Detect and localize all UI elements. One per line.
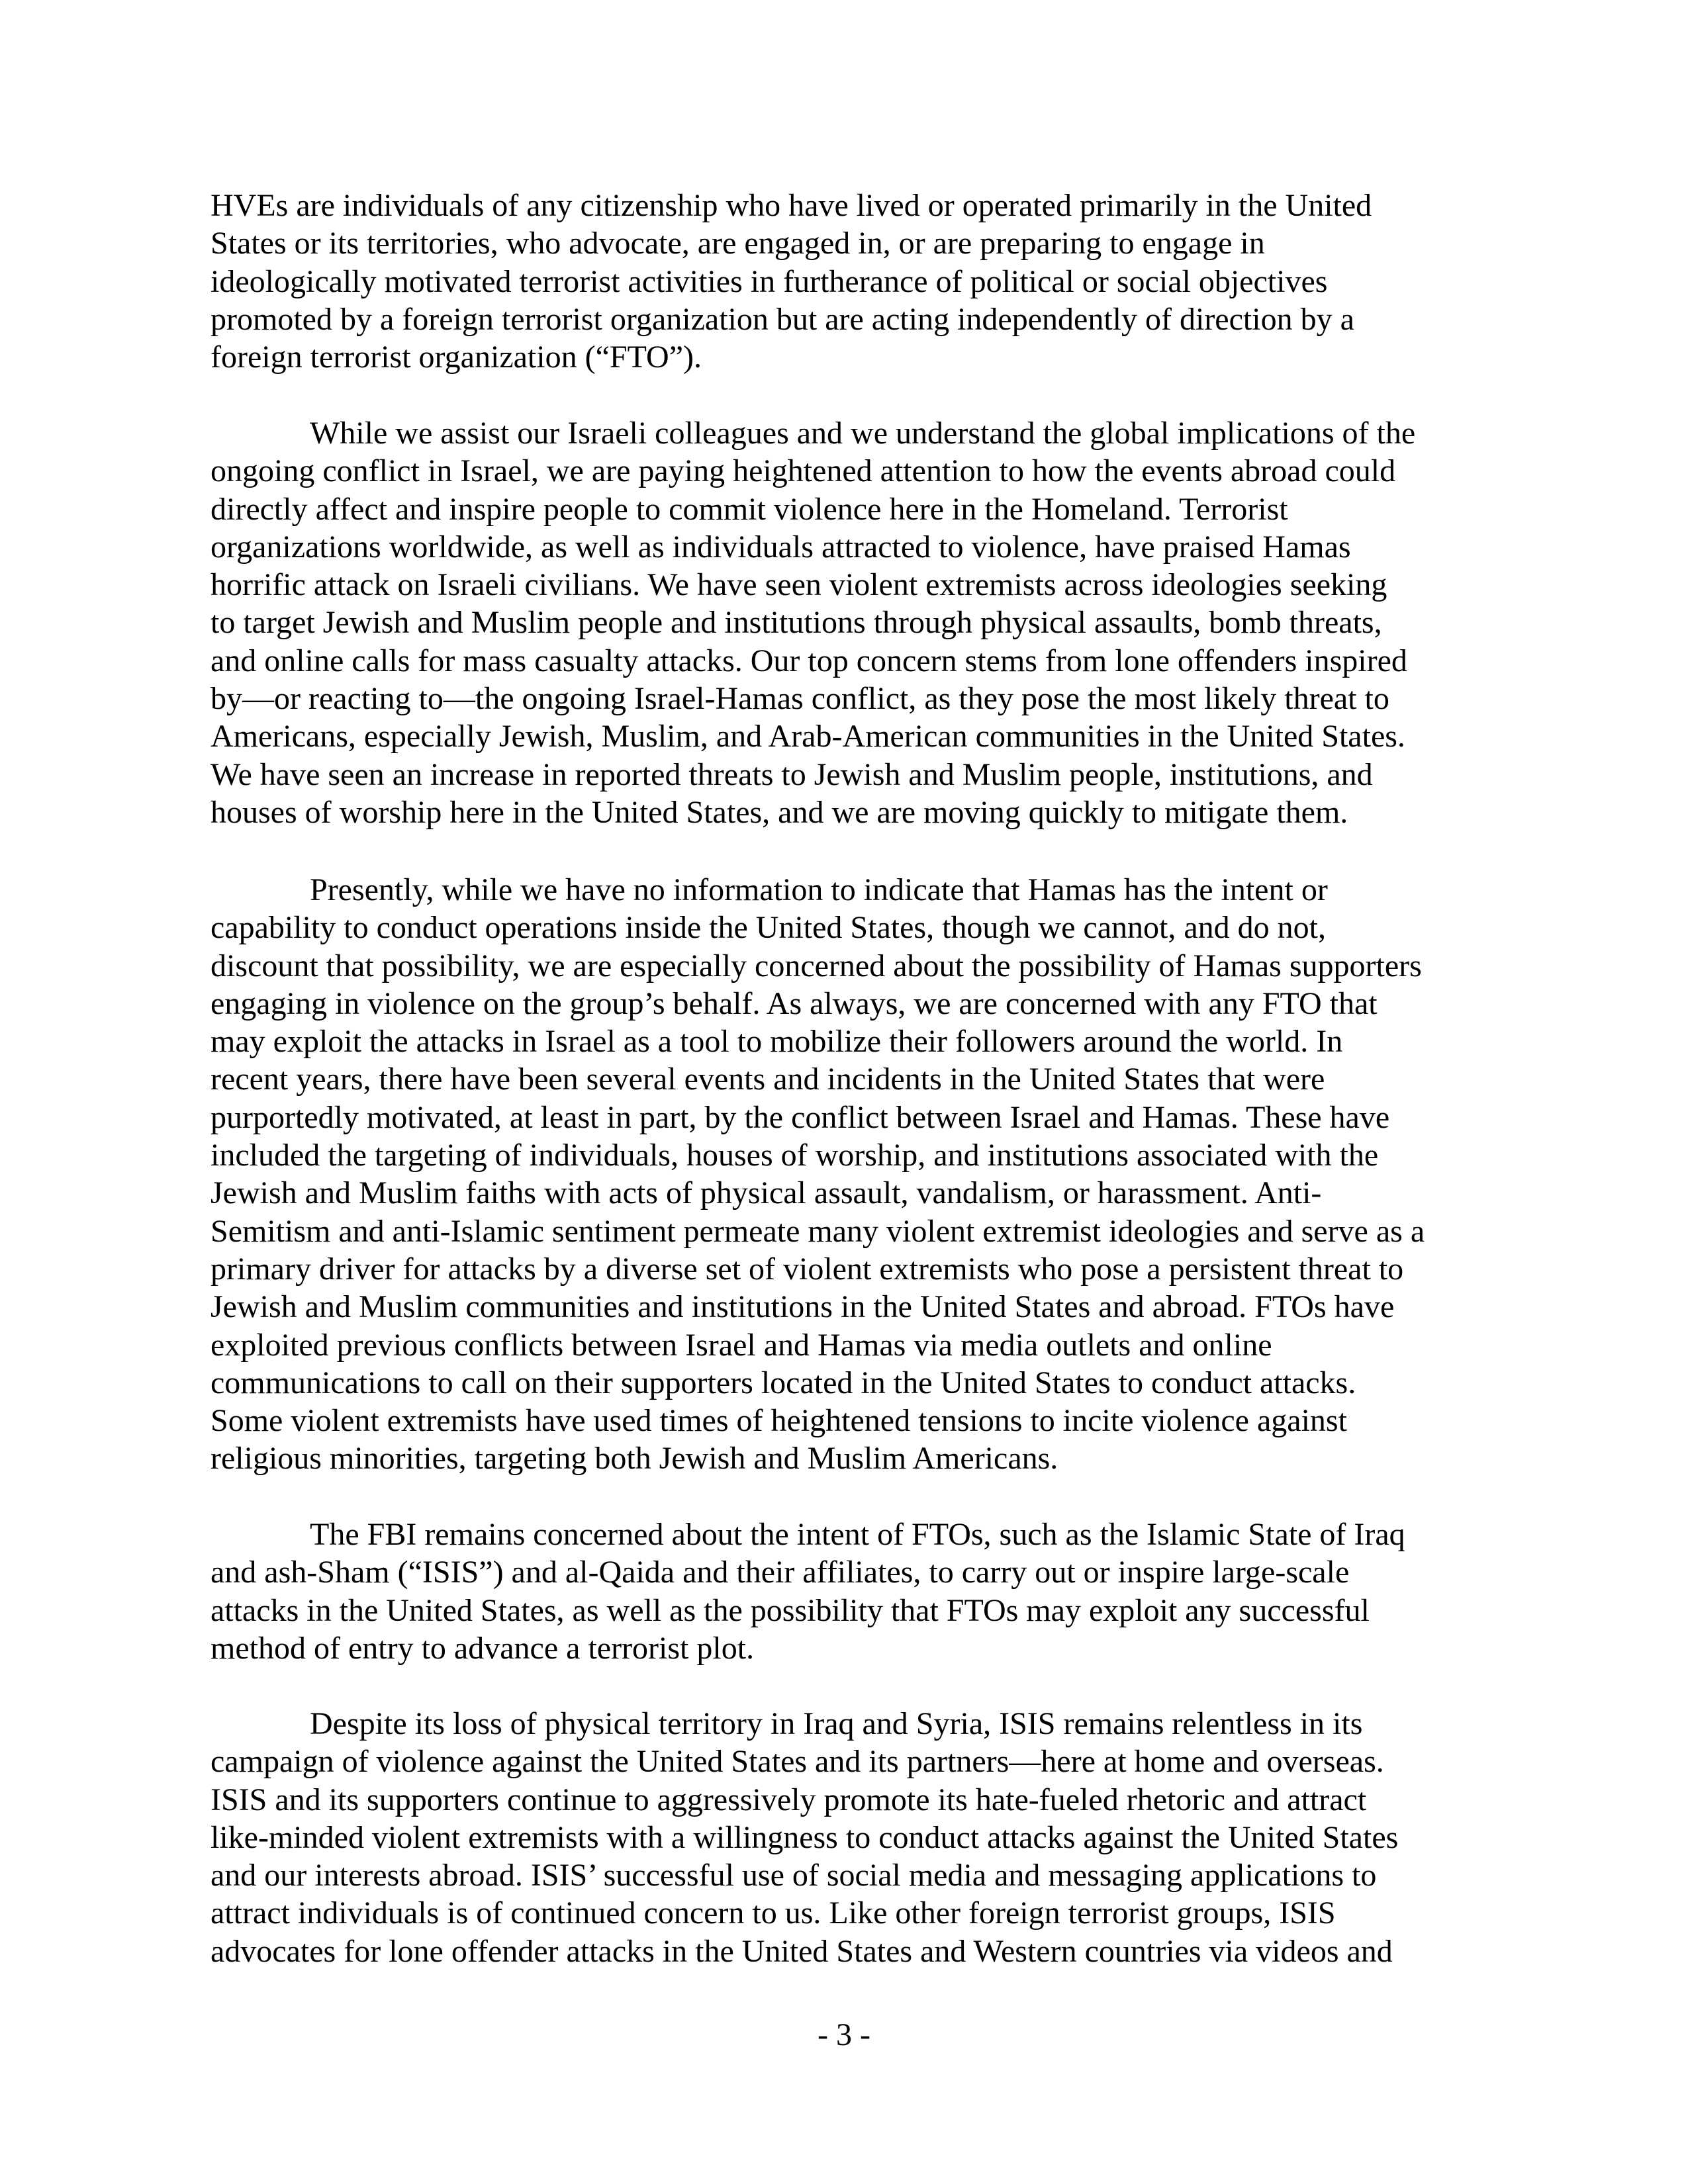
text-line: directly affect and inspire people to commit violence here in the Homeland. Terrorist <box>211 491 1288 527</box>
text-line: organizations worldwide, as well as individuals attracted to violence, have praised Hamas <box>211 529 1351 565</box>
text-line: Jewish and Muslim faiths with acts of physical assault, vandalism, or harassment. Anti- <box>211 1175 1322 1211</box>
text-line: foreign terrorist organization (“FTO”). <box>211 340 702 375</box>
paragraph-hve-definition <box>211 187 1481 376</box>
text-line: Americans, especially Jewish, Muslim, and Arab-American communities in the United States. <box>211 719 1405 754</box>
text-line: recent years, there have been several events and incidents in the United States that were <box>211 1062 1325 1097</box>
text-line: promoted by a foreign terrorist organization but are acting independently of direction by a <box>211 301 1354 337</box>
text-line: ongoing conflict in Israel, we are paying heightened attention to how the events abroad could <box>211 453 1396 489</box>
text-line: horrific attack on Israeli civilians. We have seen violent extremists across ideologies seeking <box>211 567 1387 603</box>
text-line: included the targeting of individuals, houses of worship, and institutions associated with the <box>211 1138 1379 1173</box>
paragraph-israel-conflict <box>211 414 1481 831</box>
text-line: Some violent extremists have used times of heightened tensions to incite violence against <box>211 1403 1347 1439</box>
text-line: HVEs are individuals of any citizenship who have lived or operated primarily in the United <box>211 188 1372 223</box>
text-line: houses of worship here in the United States, and we are moving quickly to mitigate them. <box>211 794 1348 830</box>
text-line: advocates for lone offender attacks in the United States and Western countries via videos and <box>211 1933 1393 1969</box>
paragraph-isis <box>211 1705 1481 1970</box>
text-line: Jewish and Muslim communities and institutions in the United States and abroad. FTOs have <box>211 1289 1395 1325</box>
text-line: ideologically motivated terrorist activities in furtherance of political or social objectives <box>211 263 1328 299</box>
text-line: Presently, while we have no information to indicate that Hamas has the intent or <box>310 872 1328 907</box>
text-line: may exploit the attacks in Israel as a tool to mobilize their followers around the world. In <box>211 1024 1343 1060</box>
text-line: primary driver for attacks by a diverse set of violent extremists who pose a persistent threat to <box>211 1251 1404 1287</box>
text-line: Despite its loss of physical territory in Iraq and Syria, ISIS remains relentless in its <box>310 1706 1363 1741</box>
text-line: like-minded violent extremists with a willingness to conduct attacks against the United States <box>211 1819 1399 1855</box>
text-line: States or its territories, who advocate, are engaged in, or are preparing to engage in <box>211 226 1265 261</box>
text-line: engaging in violence on the group’s behalf. As always, we are concerned with any FTO that <box>211 985 1378 1021</box>
text-line: attacks in the United States, as well as the possibility that FTOs may exploit any successful <box>211 1592 1370 1628</box>
text-line: method of entry to advance a terrorist plot. <box>211 1630 755 1666</box>
text-line: discount that possibility, we are especially concerned about the possibility of Hamas supporters <box>211 948 1422 983</box>
text-line: attract individuals is of continued concern to us. Like other foreign terrorist groups, ISIS <box>211 1895 1336 1931</box>
text-line: to target Jewish and Muslim people and institutions through physical assaults, bomb threats, <box>211 605 1382 641</box>
text-line: by—or reacting to—the ongoing Israel-Hamas conflict, as they pose the most likely threat to <box>211 681 1389 717</box>
text-line: The FBI remains concerned about the intent of FTOs, such as the Islamic State of Iraq <box>310 1517 1405 1552</box>
paragraph-hamas-threat <box>211 871 1481 1478</box>
text-line: purportedly motivated, at least in part, by the conflict between Israel and Hamas. These have <box>211 1099 1390 1135</box>
page-number: - 3 - <box>818 2017 870 2052</box>
text-line: Semitism and anti-Islamic sentiment permeate many violent extremist ideologies and serve as a <box>211 1213 1425 1249</box>
text-line: ISIS and its supporters continue to aggressively promote its hate-fueled rhetoric and attract <box>211 1782 1367 1817</box>
paragraph-fbi-concern <box>211 1516 1481 1667</box>
text-line: and online calls for mass casualty attacks. Our top concern stems from lone offenders inspired <box>211 643 1407 678</box>
text-line: communications to call on their supporters located in the United States to conduct attacks. <box>211 1365 1356 1400</box>
text-line: and ash-Sham (“ISIS”) and al-Qaida and their affiliates, to carry out or inspire large-scale <box>211 1555 1350 1590</box>
text-line: We have seen an increase in reported threats to Jewish and Muslim people, institutions, and <box>211 756 1373 792</box>
text-line: While we assist our Israeli colleagues and we understand the global implications of the <box>310 416 1416 451</box>
text-line: religious minorities, targeting both Jewish and Muslim Americans. <box>211 1441 1058 1477</box>
text-line: campaign of violence against the United States and its partners—here at home and overseas. <box>211 1744 1384 1780</box>
text-line: capability to conduct operations inside the United States, though we cannot, and do not, <box>211 910 1326 946</box>
text-line: and our interests abroad. ISIS’ successful use of social media and messaging applications to <box>211 1858 1377 1893</box>
text-line: exploited previous conflicts between Israel and Hamas via media outlets and online <box>211 1327 1272 1363</box>
